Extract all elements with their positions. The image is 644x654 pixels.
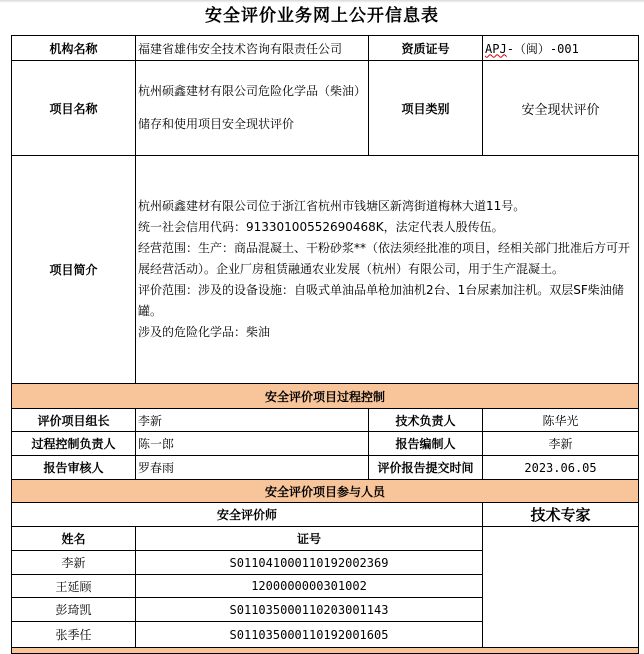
submit-time-value[interactable]: 2023.06.05 — [483, 456, 639, 480]
intro-value[interactable] — [136, 156, 639, 384]
process-control-value[interactable]: 陈一郎 — [136, 432, 369, 456]
page-title: 安全评价业务网上公开信息表 — [205, 6, 439, 26]
team-leader-value[interactable]: 李新 — [136, 409, 369, 432]
info-table — [11, 35, 639, 654]
tech-lead-label: 技术负责人 — [369, 409, 483, 432]
org-row — [12, 36, 639, 61]
cert-label: 资质证号 — [369, 36, 483, 61]
report-author-value[interactable]: 李新 — [483, 432, 639, 456]
report-reviewer-label: 报告审核人 — [12, 456, 136, 480]
project-name-label: 项目名称 — [12, 61, 136, 156]
bottom-section-strip — [12, 648, 639, 654]
org-value[interactable]: 福建省雄伟安全技术咨询有限责任公司 — [136, 36, 369, 61]
process-section-row — [12, 384, 639, 409]
evaluator-cert[interactable]: S011035000110203001143 — [136, 598, 483, 622]
intro-credit-code: 统一社会信用代码：91330100552690468K，法定代表人殷传伍。 — [138, 220, 504, 234]
evaluator-name[interactable]: 彭琦凯 — [12, 598, 136, 622]
process-row — [12, 456, 639, 480]
project-row — [12, 61, 639, 156]
evaluator-cert[interactable]: S011041000110192002369 — [136, 551, 483, 575]
participants-section-row — [12, 480, 639, 503]
project-type-value[interactable]: 安全现状评价 — [483, 61, 639, 156]
expert-cell[interactable] — [483, 527, 639, 648]
evaluator-cert[interactable]: S011035000110192001605 — [136, 622, 483, 648]
tech-lead-value[interactable]: 陈华光 — [483, 409, 639, 432]
participants-header-row — [12, 503, 639, 527]
evaluator-header: 安全评价师 — [12, 503, 483, 527]
intro-label: 项目简介 — [12, 156, 136, 384]
cert-rest: -（闽）-001 — [506, 41, 579, 56]
cert-prefix: APJ — [485, 41, 507, 56]
process-row — [12, 432, 639, 456]
participants-columns-row — [12, 527, 639, 551]
team-leader-label: 评价项目组长 — [12, 409, 136, 432]
evaluator-name[interactable]: 王延顾 — [12, 575, 136, 598]
cert-value[interactable] — [483, 36, 639, 61]
submit-time-label: 评价报告提交时间 — [369, 456, 483, 480]
participants-section-title: 安全评价项目参与人员 — [12, 480, 639, 503]
intro-chemicals: 涉及的危险化学品：柴油 — [138, 325, 271, 339]
org-label: 机构名称 — [12, 36, 136, 61]
report-author-label: 报告编制人 — [369, 432, 483, 456]
cert-column-header: 证号 — [136, 527, 483, 551]
process-row — [12, 409, 639, 432]
evaluator-name[interactable]: 李新 — [12, 551, 136, 575]
expert-header: 技术专家 — [483, 503, 639, 527]
intro-evaluation-scope: 评价范围：涉及的设备设施：自吸式单油品单枪加油机2台、1台尿素加注机。双层SF柴油储罐。 — [138, 283, 624, 318]
report-reviewer-value[interactable]: 罗春雨 — [136, 456, 369, 480]
project-type-label: 项目类别 — [369, 61, 483, 156]
next-section-strip — [12, 648, 639, 654]
intro-row — [12, 156, 639, 384]
name-column-header: 姓名 — [12, 527, 136, 551]
evaluator-cert[interactable]: 1200000000301002 — [136, 575, 483, 598]
project-name-value[interactable]: 杭州硕鑫建材有限公司危险化学品（柴油）储存和使用项目安全现状评价 — [136, 61, 369, 156]
intro-location: 杭州硕鑫建材有限公司位于浙江省杭州市钱塘区新湾街道梅林大道11号。 — [138, 199, 526, 213]
evaluator-name[interactable]: 张季任 — [12, 622, 136, 648]
window-top-edge — [0, 0, 644, 3]
process-section-title: 安全评价项目过程控制 — [12, 384, 639, 409]
process-control-label: 过程控制负责人 — [12, 432, 136, 456]
intro-business-scope: 经营范围：生产：商品混凝土、干粉砂浆**（依法须经批准的项目，经相关部门批准后方可开展经营活动）。企业厂房租赁融通农业发展（杭州）有限公司，用于生产混凝土。 — [138, 241, 631, 276]
